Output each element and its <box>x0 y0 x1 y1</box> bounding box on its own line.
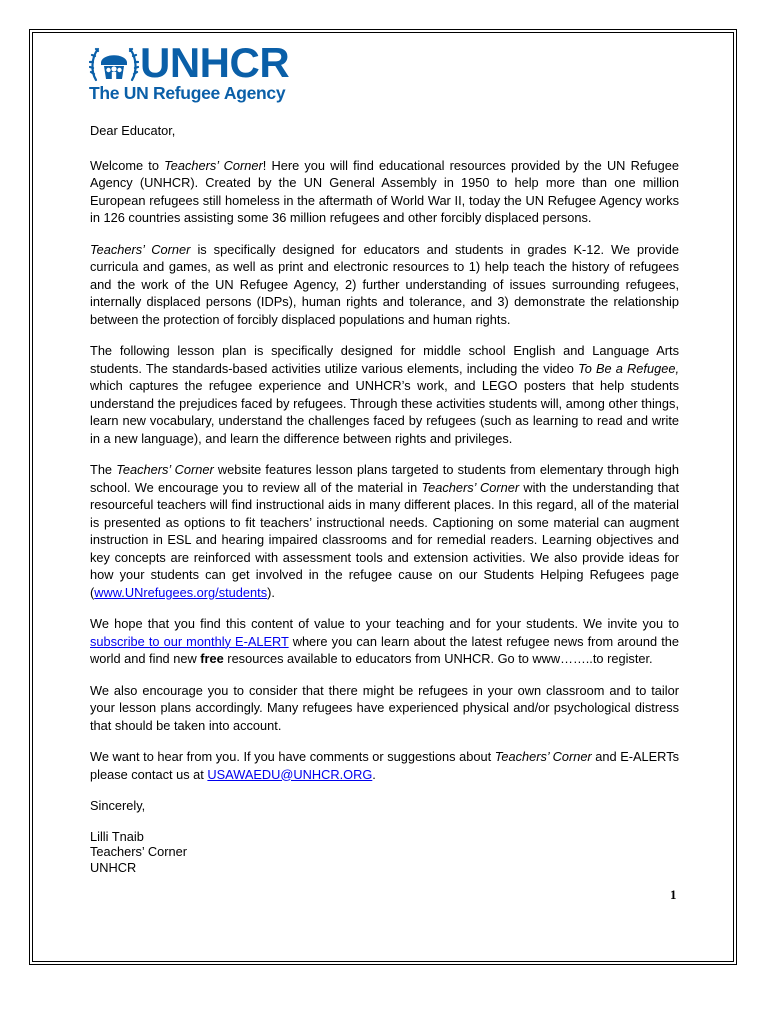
text: which captures the refugee experience and UNHCR’s work, and LEGO posters that help students understand the prejudices faced by refugees. Through these activities students will, among other things, learn new vocabulary, understand the challenges faced by refugees (such as learning to read and write in a new language), and learn the difference between rights and privileges. <box>90 378 679 446</box>
subscribe-e-alert-link[interactable]: subscribe to our monthly E-ALERT <box>90 633 289 649</box>
closing: Sincerely, <box>90 798 146 813</box>
paragraph-contact <box>90 748 679 783</box>
text: We want to hear from you. If you have comments or suggestions about <box>90 749 495 764</box>
signature-org: UNHCR <box>90 859 137 875</box>
unhcr-emblem-icon <box>89 44 139 84</box>
paragraph-welcome <box>90 157 679 227</box>
paragraph-website <box>90 461 679 601</box>
text: and E-ALERTs please contact us at <box>90 749 679 782</box>
signature-title: Teachers’ Corner <box>90 844 187 859</box>
program-name: Teachers’ Corner <box>90 241 191 257</box>
text: website features lesson plans targeted to students from elementary through high school. We encourage you to review all of the material in <box>90 462 679 495</box>
text: with the understanding that resourceful teachers will find instructional aids in many different places. In this regard, all of the material is presented as options to fit teachers’ instructional needs. Captioning on some material can augment instruction in ESL and hearing impaired classrooms and for remedial readers. Learning objectives and key concepts are reinforced with assessment tools and extension activities. We also provide ideas for how your students can get involved in the refugee cause on our Students Helping Refugees page ( <box>90 479 679 600</box>
signature-name: Lilli Tnaib <box>90 828 144 844</box>
contact-email-link[interactable]: USAWAEDU@UNHCR.ORG <box>207 766 373 782</box>
text: ! Here you will find educational resources provided by the UN Refugee Agency (UNHCR). Created by the UN General Assembly in 1950 to help more than one million European refugees still homeless in the aftermath of World War II, today the UN Refugee Agency works in 126 countries assisting some 36 million refugees and other forcibly displaced persons. <box>90 157 679 225</box>
text: . <box>372 766 376 782</box>
text: Welcome to <box>90 157 165 173</box>
signature-block <box>90 829 679 876</box>
paragraph-about <box>90 241 679 329</box>
students-page-link[interactable]: www.UNrefugees.org/students <box>94 584 268 600</box>
text: resources available to educators from UNHCR. Go to www……..to register. <box>223 651 653 666</box>
greeting: Dear Educator, <box>90 123 176 138</box>
program-name: Teachers’ Corner <box>421 479 520 495</box>
letter-body <box>90 122 679 875</box>
text: where you can learn about the latest refugee news from around the world and find new <box>90 633 679 666</box>
text: ). <box>267 584 275 600</box>
text: The following lesson plan is specifically designed for middle school English and Language Arts students. The standards-based activities utilize various elements, including the video <box>90 343 679 376</box>
paragraph-refugees-in-classroom: We also encourage you to consider that there might be refugees in your own classroom and to tailor your lesson plans accordingly. Many refugees have experienced physical and/or psychological distress that should be taken into account. <box>90 682 679 733</box>
video-title: To Be a Refugee, <box>578 360 679 376</box>
program-name: Teachers’ Corner <box>494 749 592 764</box>
paragraph-lesson-plan <box>90 342 679 447</box>
logo-wordmark: UNHCR <box>140 39 290 86</box>
text: The <box>90 462 117 477</box>
paragraph-subscribe <box>90 615 679 668</box>
text: is specifically designed for educators and students in grades K-12. We provide curricula and games, as well as print and electronic resources to 1) help teach the history of refugees and the work of the UN Refugee Agency, 2) further understanding of issues surrounding refugees, internally displaced persons (IDPs), human rights and tolerance, and 3) demonstrate the relationship between the protection of forcibly displaced populations and human rights. <box>90 241 679 327</box>
logo-tagline: The UN Refugee Agency <box>89 83 286 103</box>
free-emphasis: free <box>200 651 224 666</box>
unhcr-logo <box>89 39 290 105</box>
program-name: Teachers’ Corner <box>164 157 263 173</box>
page-number: 1 <box>670 887 677 902</box>
program-name: Teachers’ Corner <box>116 462 214 477</box>
text: We hope that you find this content of value to your teaching and for your students. We invite you to <box>90 616 679 631</box>
